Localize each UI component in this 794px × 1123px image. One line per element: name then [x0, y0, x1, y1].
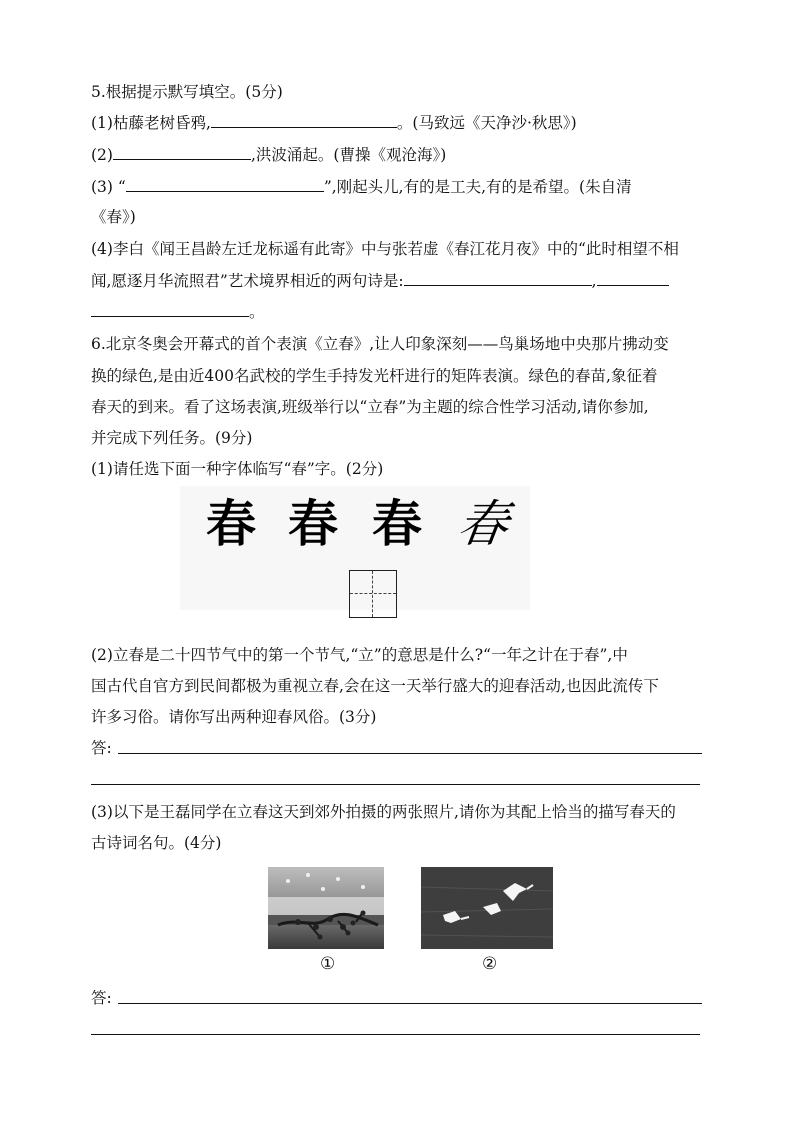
photo-egrets [421, 867, 553, 949]
q6-sub-1: (1)请任选下面一种字体临写“春”字。(2分) [91, 460, 384, 478]
calligraphy-char-lishu: 春 [372, 494, 422, 553]
q5-item-1-prefix: (1)枯藤老树昏鸦, [91, 114, 211, 132]
q6-sub-2-line-1: (2)立春是二十四节气中的第一个节气,“立”的意思是什么?“一年之计在于春”,中 [91, 646, 628, 664]
q5-item-4-line-2 [91, 271, 669, 291]
q5-item-2-prefix: (2) [91, 146, 113, 164]
q5-item-4-text: 闻,愿逐月华流照君”艺术境界相近的两句诗是: [91, 272, 404, 290]
q5-blank-2[interactable] [113, 145, 251, 160]
q6-sub-2-line-2: 国古代自官方到民间都极为重视立春,会在这一天举行盛大的迎春活动,也因此流传下 [91, 677, 659, 695]
q6-sub-3-line-1: (3)以下是王磊同学在立春这天到郊外拍摄的两张照片,请你为其配上恰当的描写春天的 [91, 803, 676, 821]
tianzige-vertical-guide [372, 571, 373, 617]
tianzige-writing-box[interactable] [349, 570, 397, 618]
q5-blank-4a[interactable] [404, 271, 592, 286]
answer-label-1: 答: [91, 739, 112, 757]
q6-sub-3-line-2: 古诗词名句。(4分) [91, 834, 222, 852]
q5-blank-3[interactable] [126, 177, 324, 192]
q5-blank-4b[interactable] [597, 271, 669, 286]
q6-sub-2-line-3: 许多习俗。请你写出两种迎春风俗。(3分) [91, 708, 377, 726]
q5-item-3-suffix: ”,刚起头儿,有的是工夫,有的是希望。(朱自清 [323, 178, 632, 196]
q6-intro-1: 6.北京冬奥会开幕式的首个表演《立春》,让人印象深刻——鸟巢场地中央那片拂动变 [91, 335, 669, 353]
q5-item-1-suffix: 。(马致远《天净沙·秋思》) [396, 114, 577, 132]
q6-intro-2: 换的绿色,是由近400名武校的学生手持发光杆进行的矩阵表演。绿色的春苗,象征着 [91, 367, 658, 385]
q5-item-3-cont: 《春》) [91, 208, 136, 226]
q5-item-4-comma: , [591, 272, 597, 290]
q5-title: 5.根据提示默写填空。(5分) [91, 83, 283, 101]
calligraphy-char-caoshu: 春 [453, 495, 513, 553]
q5-item-1 [91, 113, 577, 133]
q5-blank-4c[interactable] [91, 302, 249, 317]
q5-item-3-prefix: (3) “ [91, 178, 126, 196]
q5-item-3 [91, 177, 632, 197]
q5-item-4-line-3 [91, 302, 265, 322]
tianzige-horizontal-guide [350, 593, 396, 594]
answer-line-2a[interactable] [118, 1003, 702, 1004]
photo-label-1: ① [320, 954, 336, 974]
calligraphy-char-kaishu: 春 [206, 494, 256, 553]
calligraphy-char-xingshu: 春 [288, 494, 338, 553]
q6-intro-3: 春天的到来。看了这场表演,班级举行以“立春”为主题的综合性学习活动,请你参加, [91, 398, 649, 416]
photo-plum-blossom [268, 867, 384, 949]
q6-intro-4: 并完成下列任务。(9分) [91, 429, 253, 447]
answer-line-1b[interactable] [91, 784, 700, 785]
q5-item-2 [91, 145, 446, 165]
q5-item-4-line-1: (4)李白《闻王昌龄左迁龙标遥有此寄》中与张若虚《春江花月夜》中的“此时相望不相 [91, 240, 679, 258]
answer-line-1a[interactable] [118, 753, 702, 754]
q5-item-2-suffix: ,洪波涌起。(曹操《观沧海》) [250, 146, 447, 164]
q5-blank-1[interactable] [211, 113, 397, 128]
answer-label-2: 答: [91, 989, 112, 1007]
answer-line-2b[interactable] [91, 1034, 700, 1035]
photo-label-2: ② [482, 954, 498, 974]
q5-item-4-end: 。 [249, 303, 265, 321]
